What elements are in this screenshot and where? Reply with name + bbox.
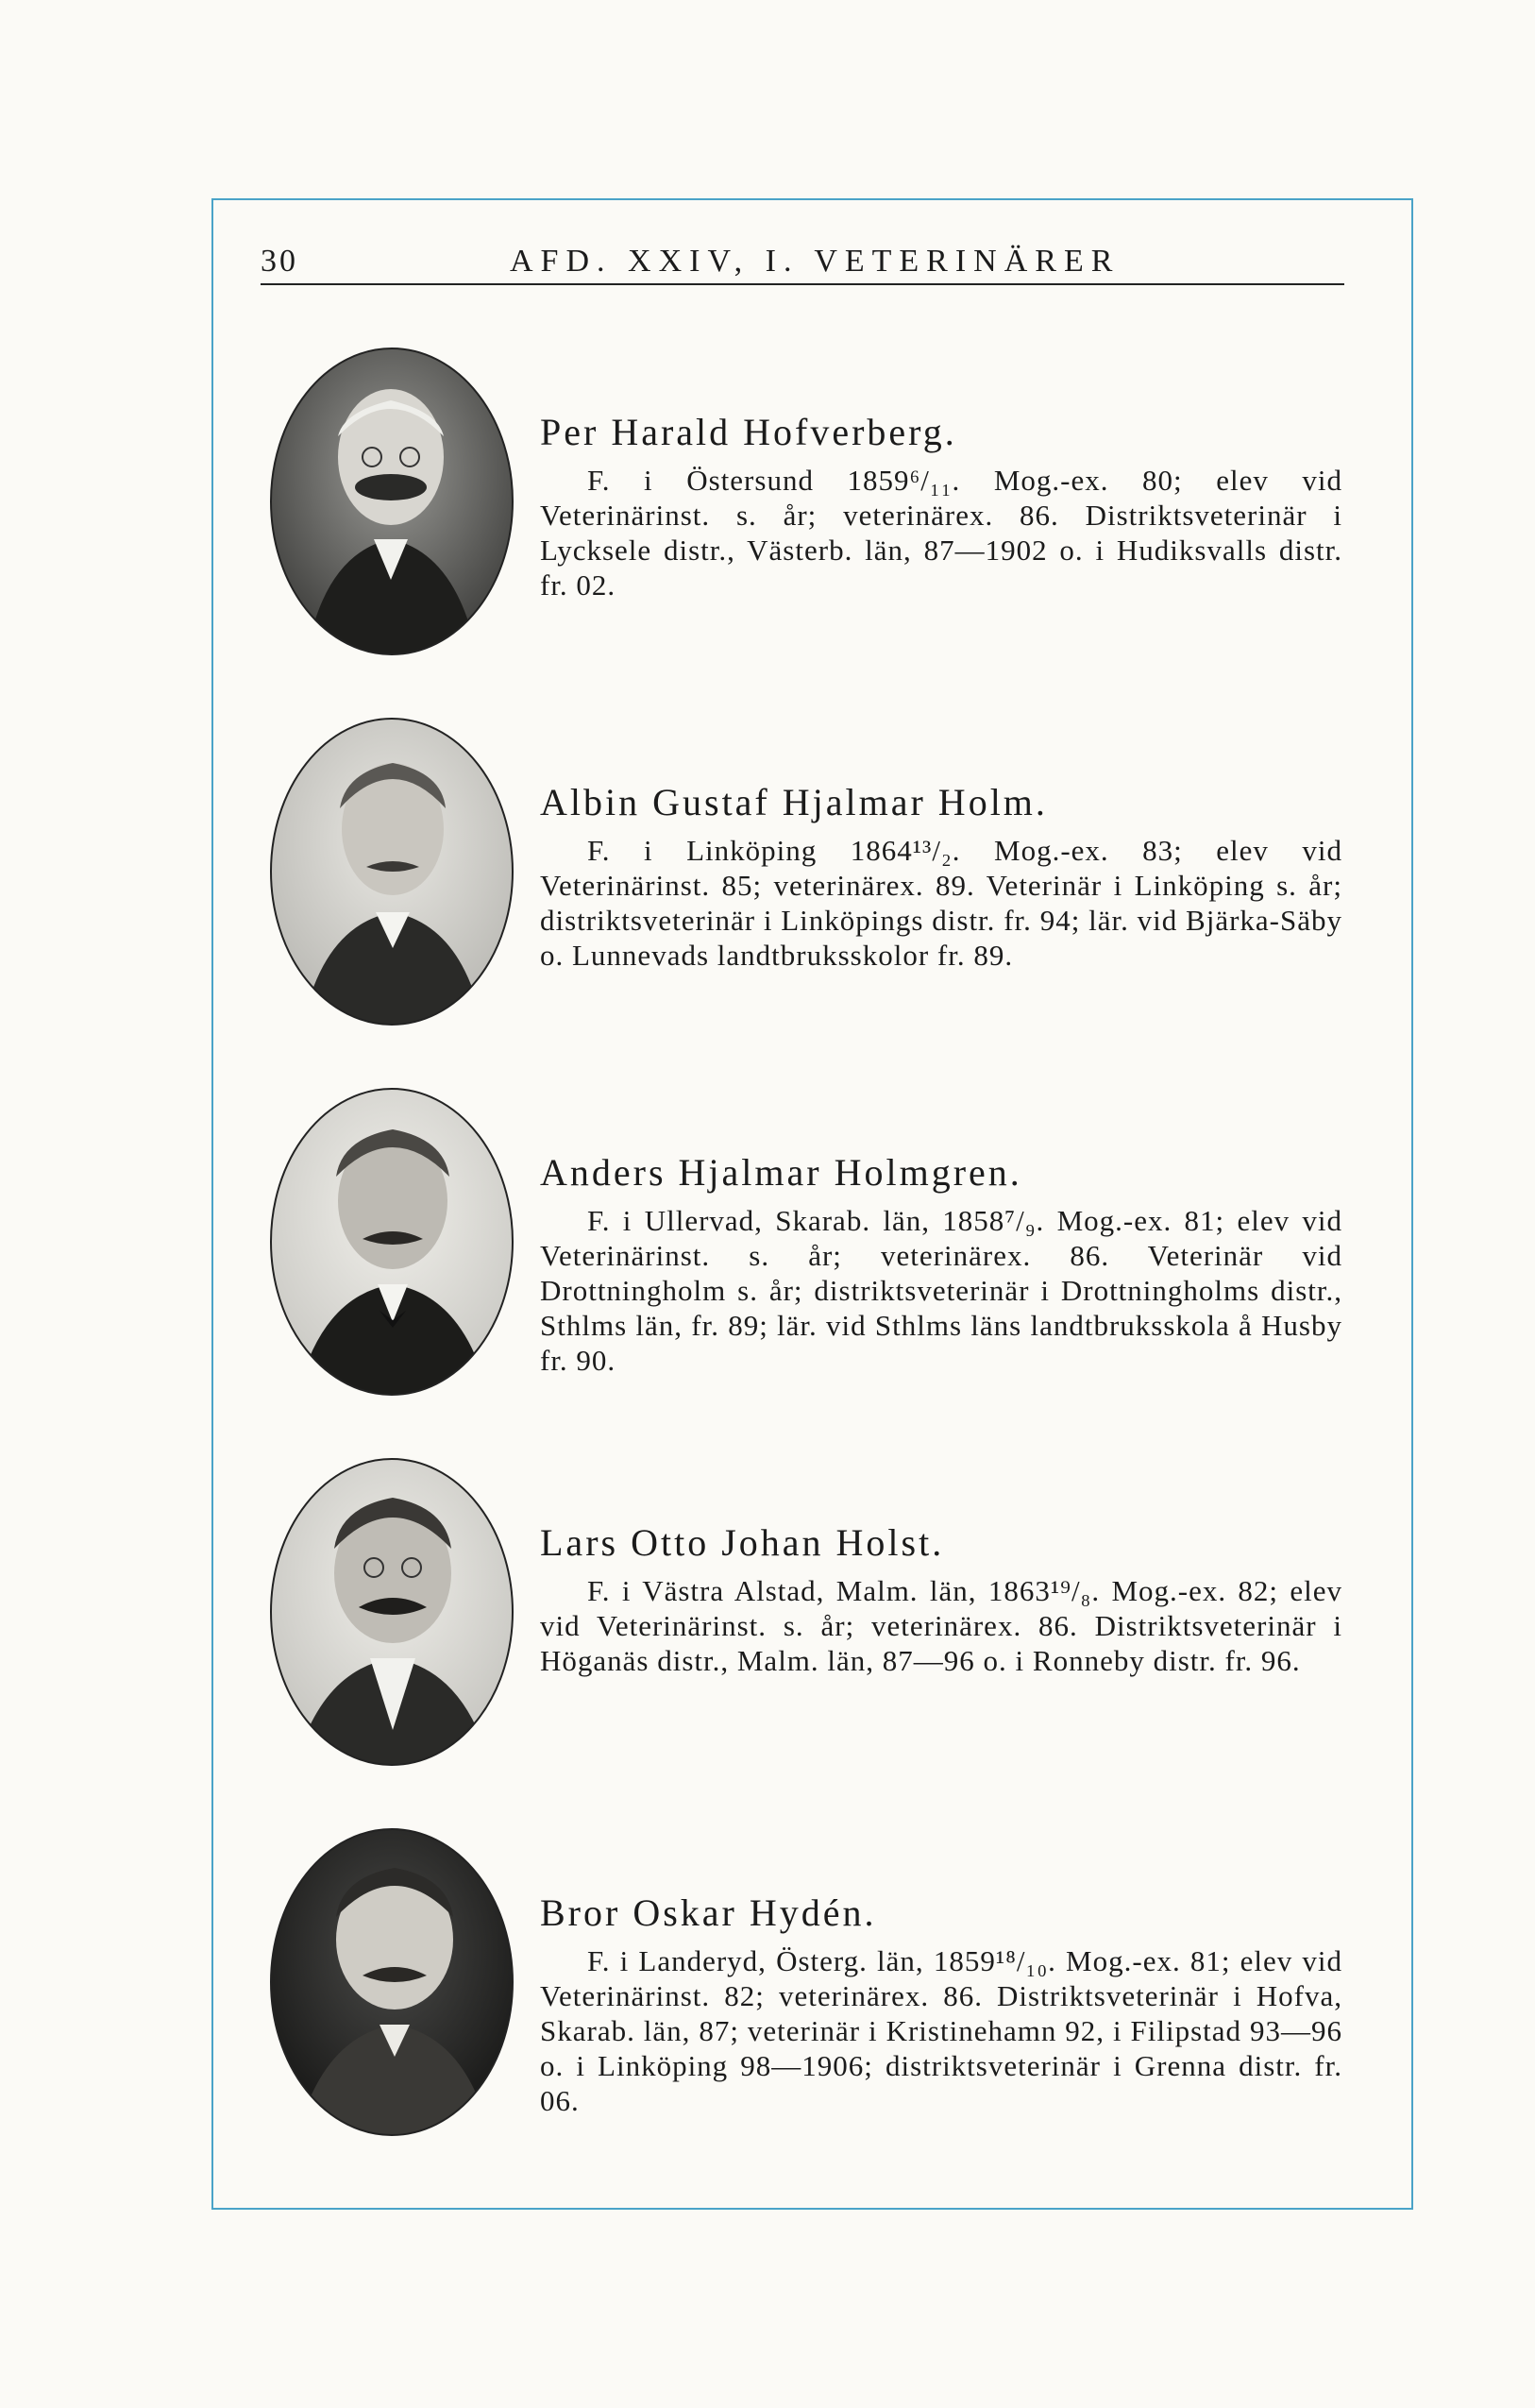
portrait-photo (268, 1826, 515, 2138)
section-title: AFD. XXIV, I. VETERINÄRER (510, 244, 1121, 279)
person-bio: F. i Linköping 1864¹³/₂. Mog.-ex. 83; elev vid Veterinärinst. 85; veterinärex. 89. Veterinär i Linköping s. år; distriktsveterinär i Linköpings distr. fr. 94; lär. vid Bjärka-Säby o. Lunnevads landtbruksskolor fr. 89. (540, 834, 1342, 972)
biography-entry (261, 1826, 1344, 2138)
running-head (261, 238, 1344, 285)
person-bio: F. i Landeryd, Österg. län, 1859¹⁸/₁₀. Mog.-ex. 81; elev vid Veterinärinst. 82; veterinärex. 86. Distriktsveterinär i Hofva, Skarab. län, 87; veterinär i Kristinehamn 92, i Filipstad 93—96 o. i Linköping 98—1906; distriktsveterinär i Grenna distr. fr. 06. (540, 1944, 1342, 2117)
person-bio: F. i Östersund 1859⁶/₁₁. Mog.-ex. 80; elev vid Veterinärinst. s. år; veterinärex. 86. Distriktsveterinär i Lycksele distr., Västerb. län, 87—1902 o. i Hudiksvalls distr. fr. 02. (540, 464, 1342, 602)
person-name: Albin Gustaf Hjalmar Holm. (540, 781, 1048, 823)
person-name: Per Harald Hofverberg. (540, 411, 957, 453)
portrait-photo (268, 346, 515, 657)
person-name: Lars Otto Johan Holst. (540, 1521, 945, 1564)
biography-entry (261, 716, 1344, 1027)
biography-entry (261, 1456, 1344, 1768)
person-name: Bror Oskar Hydén. (540, 1891, 877, 1934)
portrait-photo (268, 1086, 515, 1398)
portrait-photo (268, 1456, 515, 1768)
person-bio: F. i Ullervad, Skarab. län, 1858⁷/₉. Mog.-ex. 81; elev vid Veterinärinst. s. år; veterinärex. 86. Veterinär vid Drottningholm s. år; distriktsveterinär i Drottningholms distr., Sthlms län, fr. 89; lär. vid Sthlms läns landtbruksskola å Husby fr. 90. (540, 1204, 1342, 1377)
person-name: Anders Hjalmar Holmgren. (540, 1151, 1022, 1194)
header-rule (261, 283, 1344, 285)
page-number: 30 (261, 244, 298, 279)
portrait-photo (268, 716, 515, 1027)
biography-entry (261, 1086, 1344, 1398)
biography-entry (261, 346, 1344, 657)
person-bio: F. i Västra Alstad, Malm. län, 1863¹⁹/₈. Mog.-ex. 82; elev vid Veterinärinst. s. år; veterinärex. 86. Distriktsveterinär i Höganäs distr., Malm. län, 87—96 o. i Ronneby distr. fr. 96. (540, 1574, 1342, 1677)
